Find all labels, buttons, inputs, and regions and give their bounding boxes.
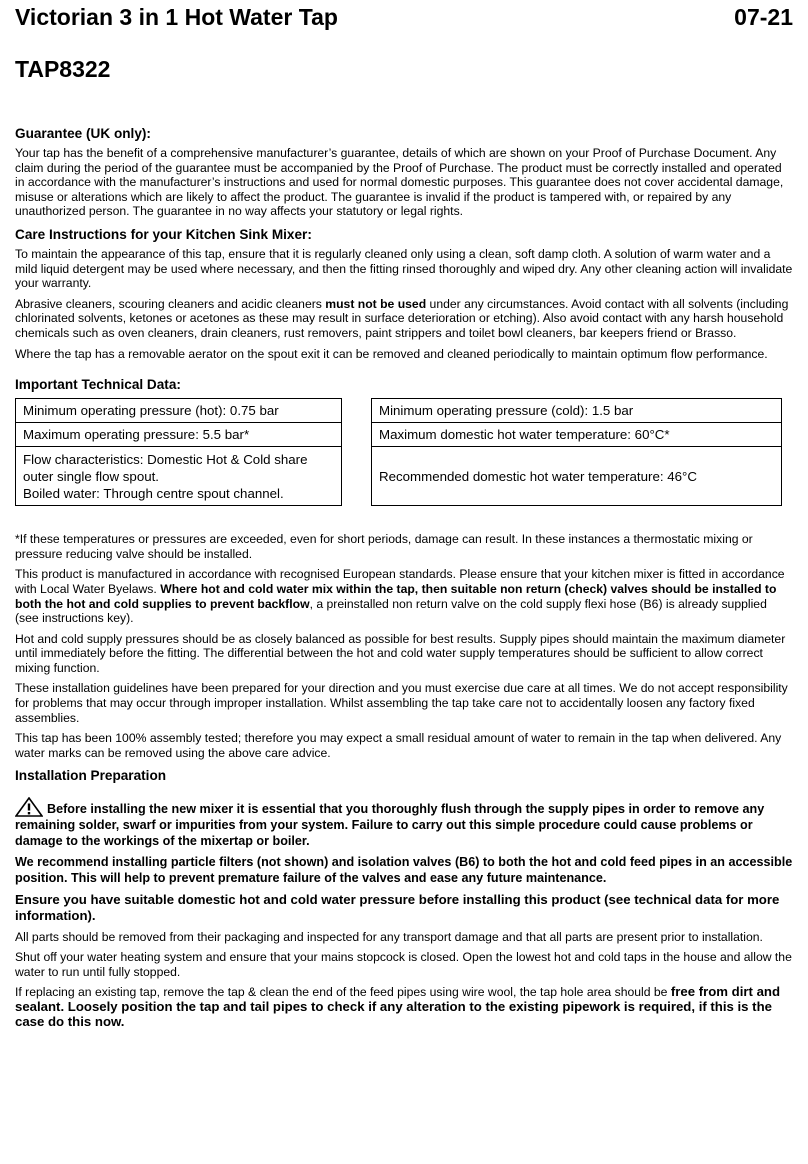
care-p2-end: under any circumstances. Avoid contact with all solvents (including chlorinated solvents, ketones or acetones as these may result in surface deterioration or etching). Also avoid contact with any harsh household chemicals such as oven cleaners, drain cleaners, rust removers, paint strippers and toilet bowl cleaners, bar keepers friend or Brasso. <box>15 296 789 340</box>
body-paragraph-2: Hot and cold supply pressures should be as closely balanced as possible for best results. Supply pipes should maintain the maximum diameter until immediately before the fitting. The differential between the hot and cold water supply temperatures should be sufficient to allow correct mixing function. <box>15 631 786 675</box>
flow-characteristics-text: Flow characteristics: Domestic Hot & Cold share outer single flow spout. <box>23 452 308 485</box>
installation-heading: Installation Preparation <box>15 768 167 784</box>
installation-pressure-note: Ensure you have suitable domestic hot and cold water pressure before installing this product (see technical data for more information). <box>15 892 780 923</box>
installation-p3-emphasis: free from dirt and sealant. Loosely position the tap and tail pipes to check if any alteration to the existing pipework is required, if this is the case do this now. <box>15 984 781 1029</box>
care-paragraph-2 <box>15 297 793 341</box>
installation-paragraph-1: All parts should be removed from their packaging and inspected for any transport damage and that all parts are present prior to installation. <box>15 929 763 944</box>
boiled-water-text: Boiled water: Through centre spout channel. <box>23 486 284 502</box>
body-paragraph-1 <box>15 567 793 625</box>
header <box>15 4 793 36</box>
flow-characteristics <box>16 447 341 505</box>
installation-recommendation: We recommend installing particle filters (not shown) and isolation valves (B6) to both the hot and cold feed pipes in an accessible position. This will help to prevent premature failure of the valves and ease any future maintenance. <box>15 855 793 885</box>
technical-footnote: *If these temperatures or pressures are exceeded, even for short periods, damage can result. In these instances a thermostatic mixing or pressure reducing valve should be installed. <box>15 532 753 561</box>
max-hot-water-temp: Maximum domestic hot water temperature: 60°C* <box>372 423 781 447</box>
body-p1-end: , a preinstalled non return valve on the cold supply flexi hose (B6) is already supplied (see instructions key). <box>15 596 767 626</box>
min-pressure-cold: Minimum operating pressure (cold): 1.5 bar <box>372 399 781 423</box>
technical-table-left <box>15 398 342 506</box>
warning-icon <box>15 797 43 817</box>
recommended-hot-water-temp <box>372 447 781 505</box>
installation-warning <box>15 797 793 849</box>
body-paragraph-4: This tap has been 100% assembly tested; therefore you may expect a small residual amount of water to remain in the tap when delivered. Any water marks can be removed using the above care advice. <box>15 731 782 760</box>
technical-table-right <box>371 398 782 506</box>
care-paragraph-3: Where the tap has a removable aerator on the spout exit it can be removed and cleaned periodically to maintain optimum flow performance. <box>15 346 768 361</box>
warning-text: Before installing the new mixer it is essential that you thoroughly flush through the supply pipes in order to remove any remaining solder, swarf or impurities from your system. Failure to carry out this simple procedure could cause problems or damage to the workings of the mixertap or boiler. <box>15 802 765 848</box>
installation-paragraph-2: Shut off your water heating system and ensure that your mains stopcock is closed. Open the lowest hot and cold taps in the house and allow the water to run until fully stopped. <box>15 950 792 979</box>
guarantee-text: Your tap has the benefit of a comprehensive manufacturer’s guarantee, details of which are shown on your Proof of Purchase Document. Any claim during the period of the guarantee must be accompanied by the Proof of Purchase. The product must be correctly installed and operated in accordance with the manufacturer’s instructions and used for normal domestic purposes. This guarantee does not cover accidental damage, misuse or alterations which are likely to affect the product. The guarantee is invalid if the product is tampered with, or repaired by any unauthorized person. The guarantee in no way affects your statutory or legal rights. <box>15 146 784 219</box>
document-date-code: 07-21 <box>734 4 793 30</box>
guarantee-heading: Guarantee (UK only): <box>15 126 151 141</box>
care-paragraph-1: To maintain the appearance of this tap, ensure that it is regularly cleaned only using a clean, soft damp cloth. A solution of warm water and a mild liquid detergent may be used where necessary, and then the fitting rinsed thoroughly and wiped dry. Any other cleaning action will invalidate your warranty. <box>15 246 793 291</box>
product-code: TAP8322 <box>15 56 111 82</box>
min-pressure-hot: Minimum operating pressure (hot): 0.75 bar <box>16 399 341 423</box>
installation-p3-start: If replacing an existing tap, remove the tap & clean the end of the feed pipes using wire wool, the tap hole area should be <box>15 985 671 1000</box>
document-body <box>15 126 793 1035</box>
product-title: Victorian 3 in 1 Hot Water Tap <box>15 4 338 30</box>
max-pressure: Maximum operating pressure: 5.5 bar* <box>16 423 341 447</box>
care-heading: Care Instructions for your Kitchen Sink Mixer: <box>15 226 312 242</box>
body-p1-start: This product is manufactured in accordance with recognised European standards. Please ensure that your kitchen mixer is fitted in accordance with Local Water Byelaws. <box>15 567 785 596</box>
care-p2-start: Abrasive cleaners, scouring cleaners and acidic cleaners <box>15 296 326 311</box>
technical-data-tables <box>15 398 793 526</box>
technical-heading: Important Technical Data: <box>15 377 181 393</box>
recommended-temp-text: Recommended domestic hot water temperature: 46°C <box>379 469 697 485</box>
body-p1-emphasis: Where hot and cold water mix within the tap, then suitable non return (check) valves should be installed to both the hot and cold supplies to prevent backflow <box>15 581 777 611</box>
installation-paragraph-3 <box>15 985 793 1029</box>
body-paragraph-3: These installation guidelines have been prepared for your direction and you must exercise due care at all times. We do not accept responsibility for problems that may occur through improper installation. Whilst assembling the tap take care not to accidentally loosen any factory fixed assemblies. <box>15 681 788 725</box>
care-p2-emphasis: must not be used <box>325 296 427 311</box>
